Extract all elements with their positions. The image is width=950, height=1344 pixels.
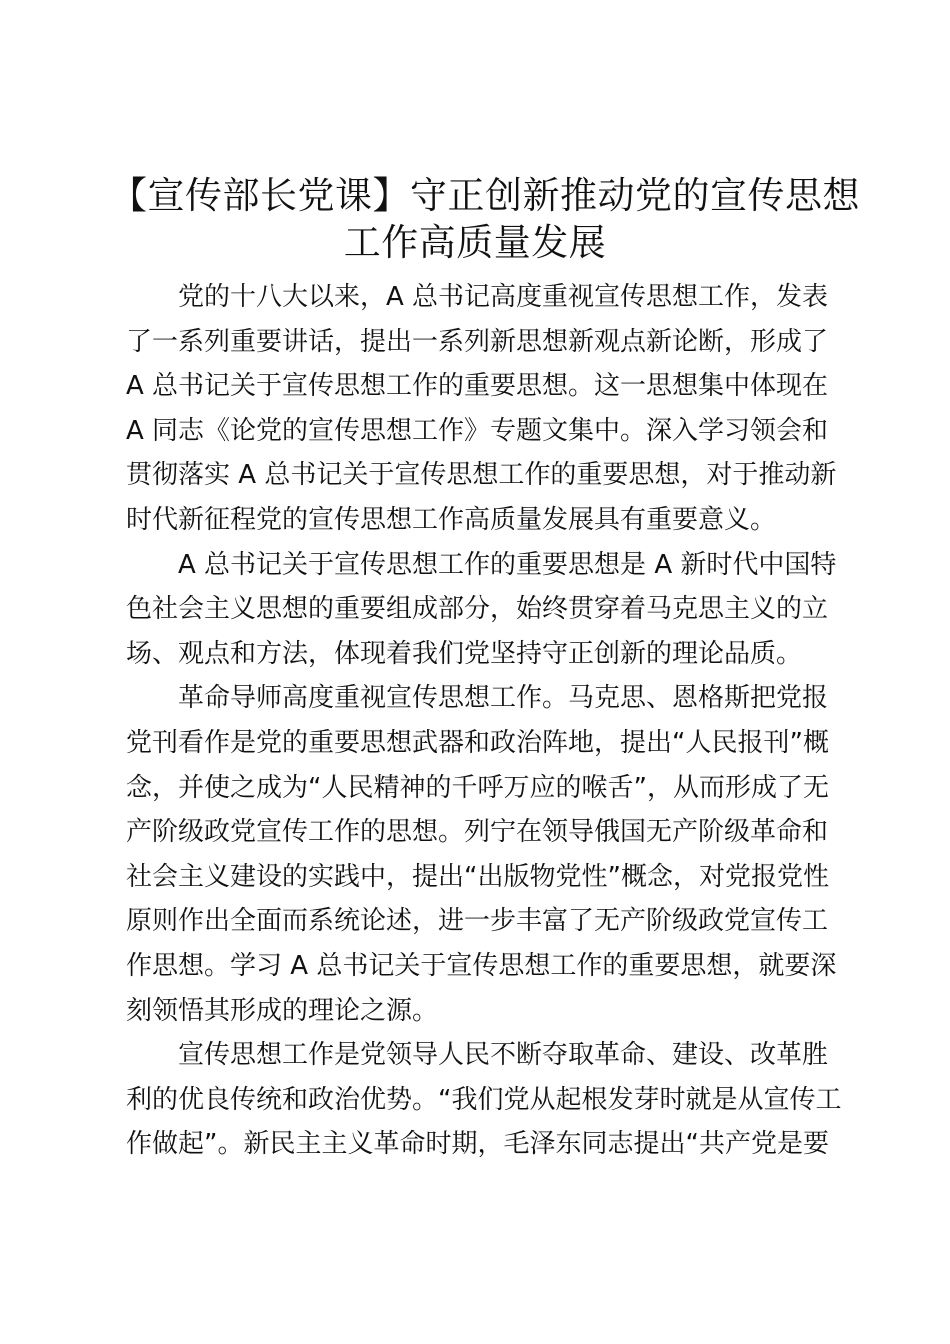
text-line: 作思想。学习 A 总书记关于宣传思想工作的重要思想，就要深 [126, 950, 837, 981]
paragraph-2 [126, 543, 837, 677]
text-line: 色社会主义思想的重要组成部分，始终贯穿着马克思主义的立 [126, 594, 829, 625]
paragraph-3 [126, 676, 837, 1033]
text-line: 宣传思想工作是党领导人民不断夺取革命、建设、改革胜 [178, 1040, 829, 1071]
paragraph-4 [126, 1033, 842, 1167]
paragraph-1 [126, 275, 837, 543]
text-line: 念，并使之成为“人民精神的千呼万应的喉舌”，从而形成了无 [126, 772, 829, 803]
text-line: 党刊看作是党的重要思想武器和政治阵地，提出“人民报刊”概 [126, 727, 829, 758]
title-line: 工作高质量发展 [343, 221, 607, 264]
text-line: A 总书记关于宣传思想工作的重要思想是 A 新时代中国特 [178, 549, 837, 580]
document-body [126, 275, 842, 1167]
document-title [110, 172, 860, 266]
text-line: 利的优良传统和政治优势。“我们党从起根发芽时就是从宣传工 [126, 1084, 842, 1115]
text-line: 革命导师高度重视宣传思想工作。马克思、恩格斯把党报 [178, 683, 829, 714]
text-line: 刻领悟其形成的理论之源。 [126, 995, 439, 1026]
text-line: 社会主义建设的实践中，提出“出版物党性”概念，对党报党性 [126, 861, 829, 892]
text-line: 原则作出全面而系统论述，进一步丰富了无产阶级政党宣传工 [126, 906, 829, 937]
text-line: 了一系列重要讲话，提出一系列新思想新观点新论断，形成了 [126, 326, 829, 357]
text-line: 场、观点和方法，体现着我们党坚持守正创新的理论品质。 [126, 638, 803, 669]
text-line: 贯彻落实 A 总书记关于宣传思想工作的重要思想，对于推动新 [126, 460, 837, 491]
text-line: 产阶级政党宣传工作的思想。列宁在领导俄国无产阶级革命和 [126, 817, 829, 848]
text-line: A 总书记关于宣传思想工作的重要思想。这一思想集中体现在 [126, 371, 829, 402]
text-line: A 同志《论党的宣传思想工作》专题文集中。深入学习领会和 [126, 415, 829, 446]
title-line: 【宣传部长党课】守正创新推动党的宣传思想 [110, 174, 860, 217]
text-line: 党的十八大以来，A 总书记高度重视宣传思想工作，发表 [178, 282, 829, 312]
text-line: 时代新征程党的宣传思想工作高质量发展具有重要意义。 [126, 504, 777, 535]
text-line: 作做起”。新民主主义革命时期，毛泽东同志提出“共产党是要 [126, 1129, 829, 1160]
